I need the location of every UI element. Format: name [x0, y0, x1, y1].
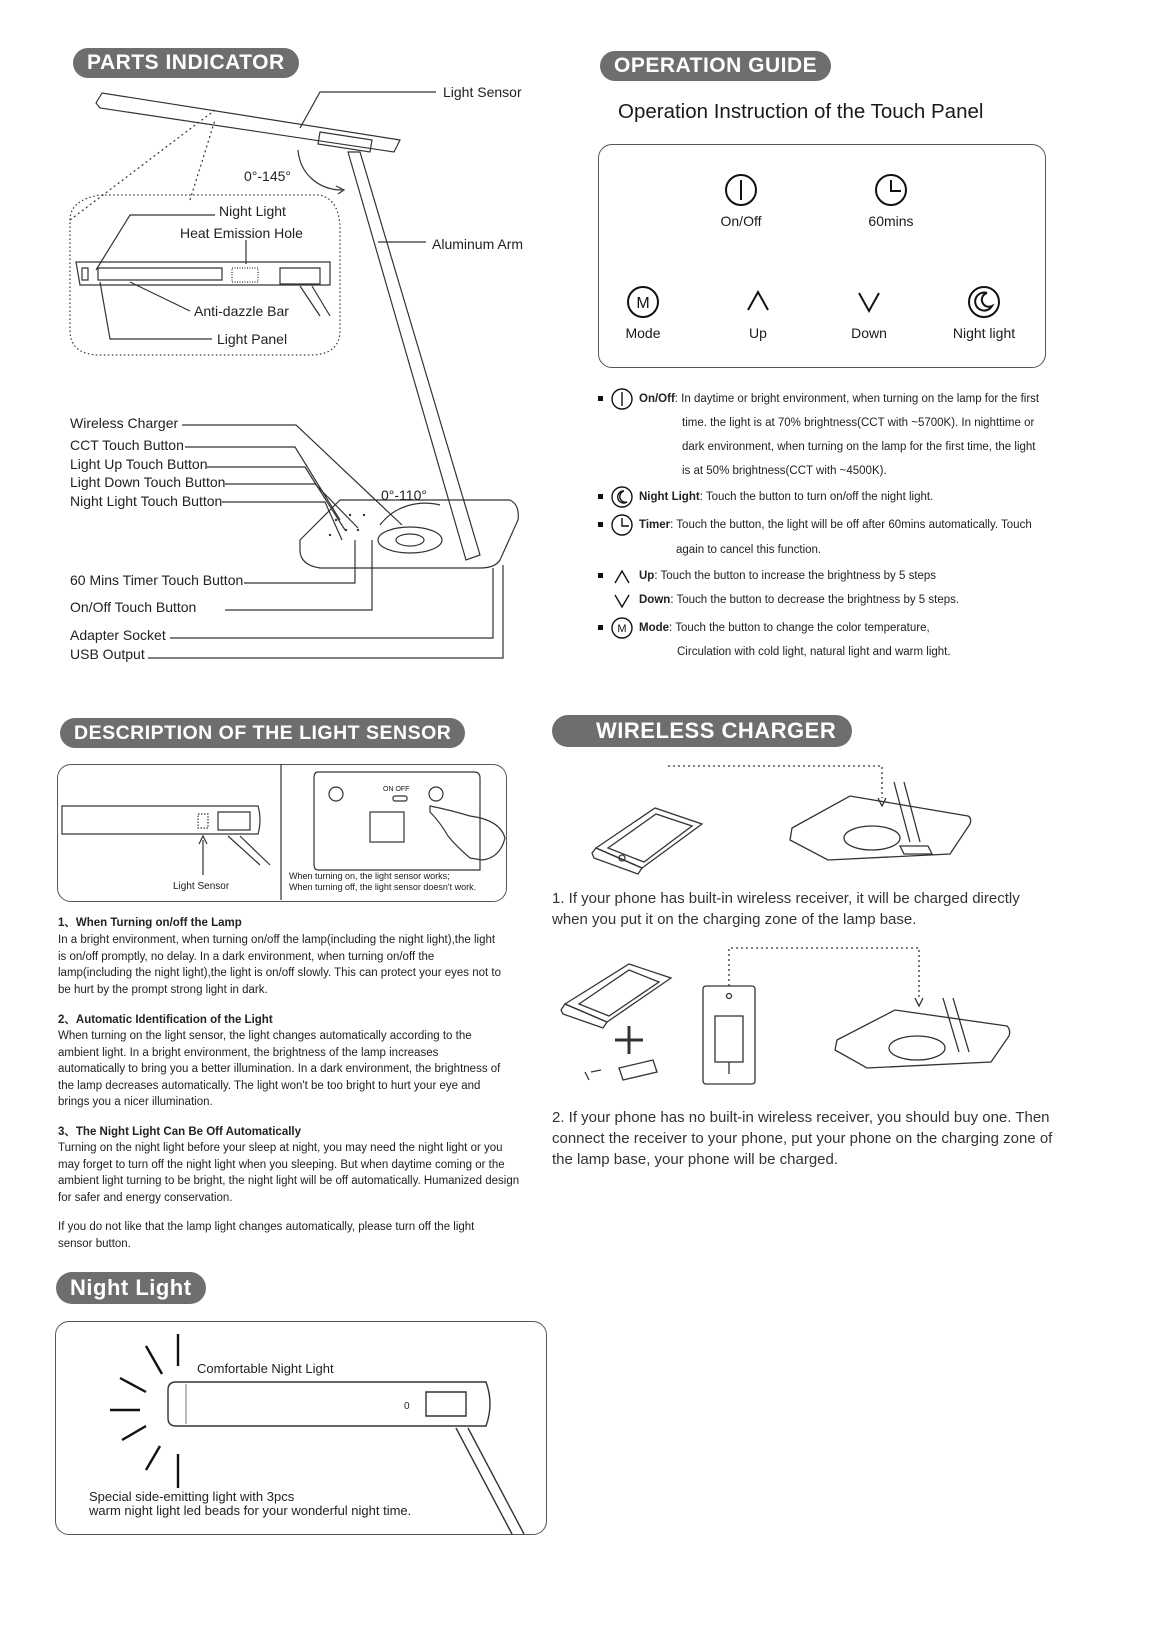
sensor-para-3: Turning on the night light before your sleep at night, you may need the night light or you may forget to turn off the night light when you sleeping. But when daytime coming or the ambient light turning to be bright, the night light will be off automatically. Humanized design for safer and energy conservation.	[58, 1142, 520, 1204]
label-aluminum-arm: Aluminum Arm	[432, 236, 524, 252]
sensor-para-4: If you do not like that the lamp light changes automatically, please turn off the light sensor button.	[58, 1221, 475, 1250]
light-sensor-heading: DESCRIPTION OF THE LIGHT SENSOR	[60, 718, 465, 748]
down-list-icon	[615, 595, 629, 607]
label-angle-top: 0°-145°	[244, 168, 292, 184]
svg-text:M: M	[636, 295, 650, 312]
wireless-charger-heading: WIRELESS CHARGER	[552, 715, 852, 747]
sensor-para-2: When turning on the light sensor, the light changes automatically according to the ambient light. In a bright environment, the brightness of the lamp increases automatically to bring you a better illumination. In a dark environment, the brightness of the lamp decreases automatically. The light won't be too bright to hurt your eye and brings you a nicer illumination.	[58, 1030, 501, 1108]
operation-guide-heading: OPERATION GUIDE	[600, 51, 831, 81]
sensor-heading-2: 2、Automatic Identification of the Light	[58, 1014, 273, 1026]
night-light-heading: Night Light	[56, 1272, 206, 1304]
panel-label-timer: 60mins	[868, 213, 914, 229]
label-wireless-charger: Wireless Charger	[70, 415, 179, 431]
mode-instruction: Mode: Touch the button to change the color temperature,	[639, 622, 930, 634]
operation-title: Operation Instruction of the Touch Panel	[618, 100, 984, 123]
label-timer-button: 60 Mins Timer Touch Button	[70, 572, 244, 588]
panel-label-down: Down	[851, 325, 887, 341]
light-sensor-illustration	[0, 760, 560, 920]
night-light-label: Comfortable Night Light	[197, 1361, 334, 1376]
wireless-charging-illustration-2	[555, 940, 1155, 1090]
sensor-figure-label: Light Sensor	[173, 881, 230, 892]
svg-text:M: M	[617, 623, 627, 635]
label-night-light: Night Light	[219, 203, 286, 219]
label-light-sensor: Light Sensor	[443, 84, 522, 100]
onoff-instruction-line3: dark environment, when turning on the lamp for the first time, the light	[682, 441, 1036, 453]
down-instruction: Down: Touch the button to decrease the brightness by 5 steps.	[639, 594, 960, 606]
timer-instruction: Timer: Touch the button, the light will be off after 60mins automatically. Touch	[639, 519, 1032, 531]
label-night-button: Night Light Touch Button	[70, 493, 223, 509]
label-light-panel: Light Panel	[217, 331, 288, 347]
up-instruction: Up: Touch the button to increase the brightness by 5 steps	[639, 570, 937, 582]
sensor-heading-1: 1、When Turning on/off the Lamp	[58, 917, 242, 929]
label-down-button: Light Down Touch Button	[70, 474, 226, 490]
label-anti-dazzle: Anti-dazzle Bar	[194, 303, 289, 319]
panel-label-onoff: On/Off	[720, 213, 762, 229]
label-onoff-button: On/Off Touch Button	[70, 599, 197, 615]
night-light-desc-2: warm night light led beads for your wonderful night time.	[89, 1503, 412, 1518]
night-light-desc-1: Special side-emitting light with 3pcs	[89, 1489, 295, 1504]
timer-list-icon	[612, 515, 632, 535]
timer-instruction-line2: again to cancel this function.	[676, 544, 822, 556]
up-list-icon	[615, 571, 629, 583]
label-cct-button: CCT Touch Button	[70, 437, 184, 453]
onoff-instruction: On/Off: In daytime or bright environment, when turning on the lamp for the first	[639, 393, 1040, 405]
onoff-list-icon	[612, 389, 632, 409]
sensor-para-1: In a bright environment, when turning on/off the lamp(including the night light),the light is on/off promptly, no delay. In a dark environment, when turning on/off the lamp(including the night light),the light is on/off slowly. This can protect your eyes not to be hurt by the prompt strong light in dark.	[58, 934, 501, 996]
parts-indicator-heading: PARTS INDICATOR	[73, 48, 299, 78]
onoff-instruction-line4: is at 50% brightness(CCT with ~4500K).	[682, 465, 887, 477]
night-list-icon	[612, 487, 632, 507]
wireless-text-2: 2. If your phone has no built-in wireless receiver, you should buy one. Then connect the receiver to your phone, put your phone on the charging zone of the lamp base, your phone will be charged.	[552, 1109, 1053, 1168]
sensor-heading-3: 3、The Night Light Can Be Off Automatically	[58, 1126, 301, 1138]
mode-instruction-line2: Circulation with cold light, natural light and warm light.	[677, 646, 951, 658]
svg-text:0: 0	[404, 1401, 410, 1412]
label-adapter: Adapter Socket	[70, 627, 166, 643]
label-up-button: Light Up Touch Button	[70, 456, 208, 472]
label-heat-hole: Heat Emission Hole	[180, 225, 303, 241]
label-angle-base: 0°-110°	[381, 487, 427, 503]
panel-label-up: Up	[749, 325, 767, 341]
night-instruction: Night Light: Touch the button to turn on/off the night light.	[639, 491, 934, 503]
label-usb: USB Output	[70, 646, 145, 662]
sensor-note-1: When turning on, the light sensor works;	[289, 871, 450, 881]
panel-label-night: Night light	[952, 325, 1016, 341]
panel-label-mode: Mode	[625, 325, 661, 341]
sensor-note-2: When turning off, the light sensor doesn't work.	[289, 882, 477, 892]
wireless-text-1: 1. If your phone has built-in wireless receiver, it will be charged directly when you put it on the charging zone of the lamp base.	[552, 890, 1020, 928]
switch-text: ON OFF	[383, 786, 410, 793]
wireless-charging-illustration-1	[560, 758, 1160, 898]
onoff-instruction-line2: time. the light is at 70% brightness(CCT with ~5700K). In nighttime or	[682, 417, 1035, 429]
